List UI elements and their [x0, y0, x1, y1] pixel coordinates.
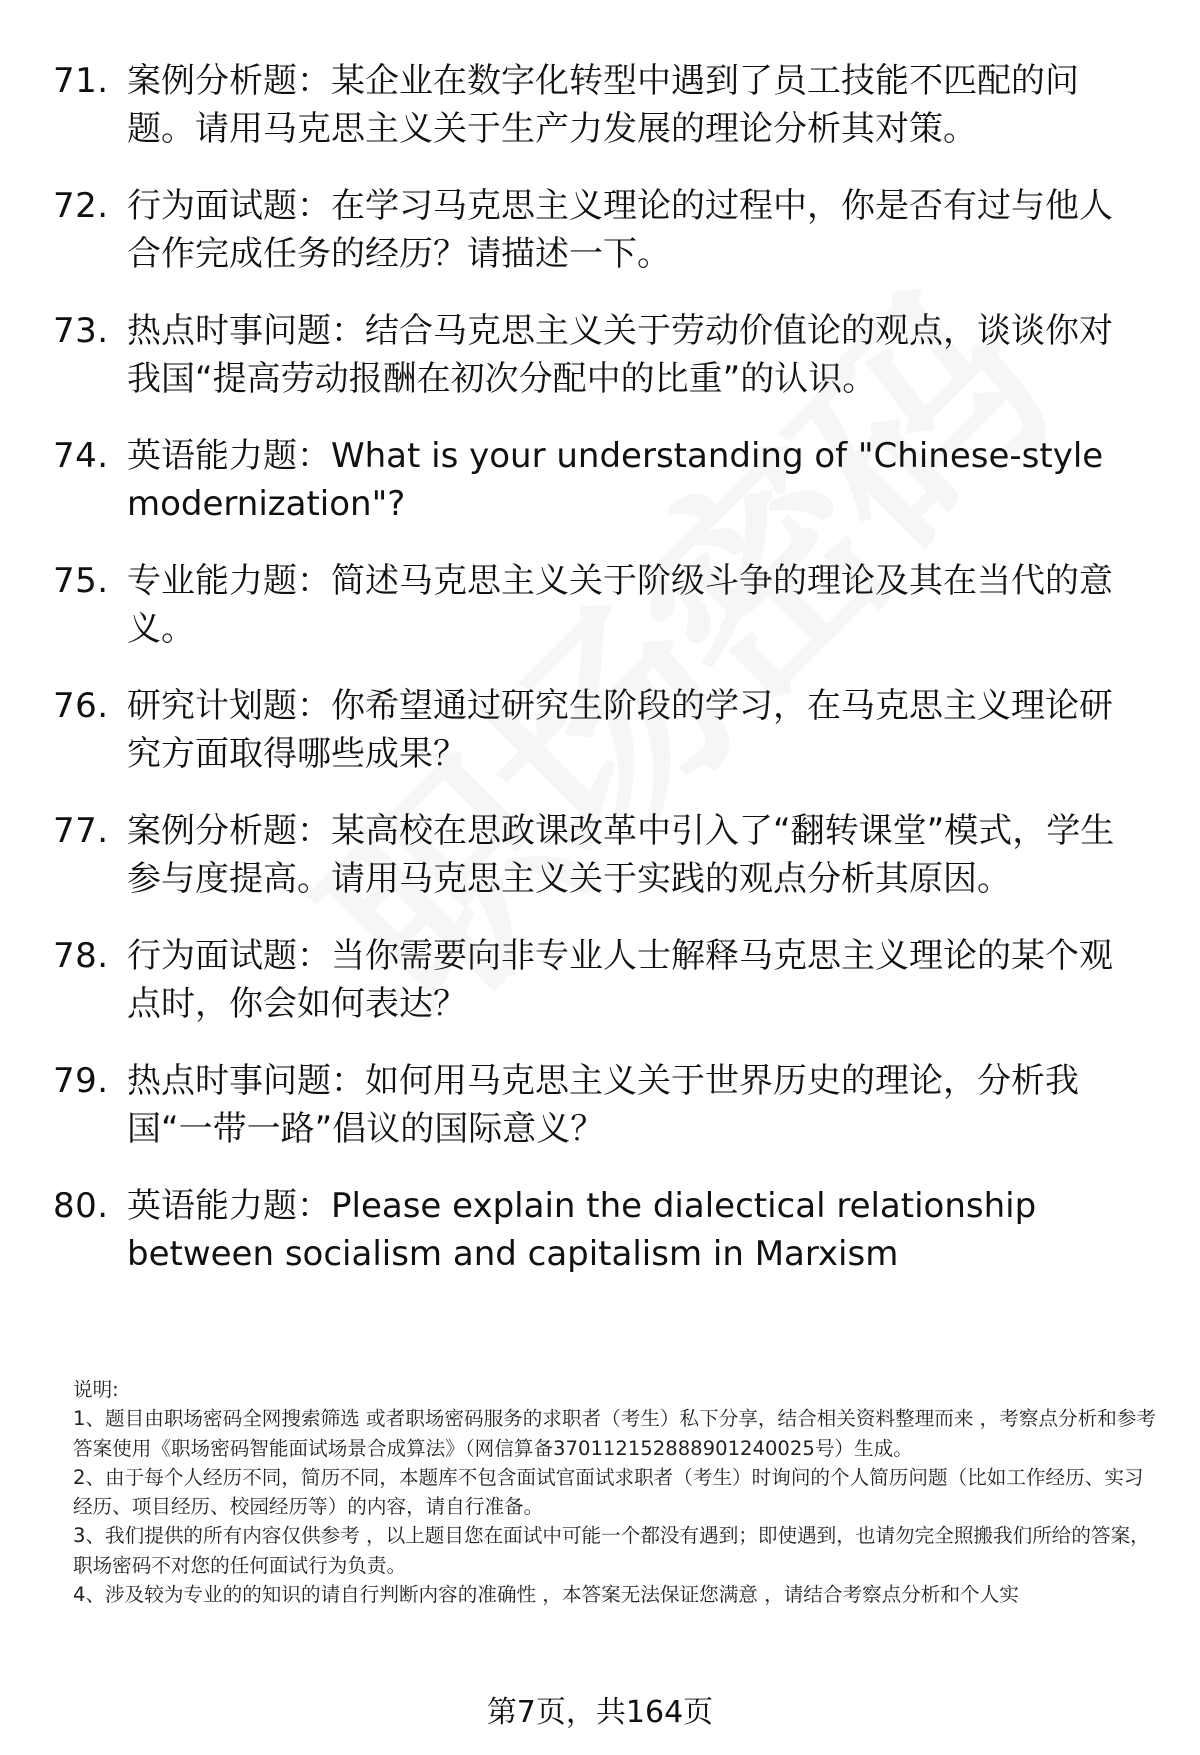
question-text: 行为面试题：在学习马克思主义理论的过程中，你是否有过与他人合作完成任务的经历？请描述一下。 [127, 186, 1113, 274]
page-footer: 第7页，共164页 [486, 1695, 714, 1730]
question-number: 77. [53, 811, 109, 851]
question-number: 74. [53, 436, 109, 476]
notes-heading: 说明: [73, 1378, 119, 1401]
question-item [53, 57, 1153, 182]
note-item: 1、题目由职场密码全网搜索筛选 或者职场密码服务的求职者（考生）私下分享，结合相关资料整理而来 ，考察点分析和参考答案使用《职场密码智能面试场景合成算法》（网信算备370112152888901240025号）生成。 [73, 1407, 1156, 1460]
notes-section [73, 1375, 1158, 1609]
question-text: 热点时事问题：如何用马克思主义关于世界历史的理论，分析我国“一带一路”倡议的国际意义？ [127, 1061, 1079, 1149]
question-text: 行为面试题：当你需要向非专业人士解释马克思主义理论的某个观点时，你会如何表达？ [127, 936, 1113, 1024]
question-number: 76. [53, 686, 109, 726]
question-item [53, 807, 1153, 932]
note-item: 3、我们提供的所有内容仅供参考 ，以上题目您在面试中可能一个都没有遇到；即使遇到，也请勿完全照搬我们所给的答案，职场密码不对您的任何面试行为负责。 [73, 1524, 1150, 1577]
question-text: 案例分析题：某企业在数字化转型中遇到了员工技能不匹配的问题。请用马克思主义关于生产力发展的理论分析其对策。 [127, 61, 1079, 149]
question-text: 案例分析题：某高校在思政课改革中引入了“翻转课堂”模式，学生参与度提高。请用马克思主义关于实践的观点分析其原因。 [127, 811, 1115, 899]
note-item: 2、由于每个人经历不同，简历不同，本题库不包含面试官面试求职者（考生）时询问的个人简历问题（比如工作经历、实习经历、项目经历、校园经历等）的内容，请自行准备。 [73, 1465, 1144, 1519]
note-item: 4、涉及较为专业的的知识的请自行判断内容的准确性 ，本答案无法保证您满意 ，请结合考察点分析和个人实 [73, 1583, 1019, 1607]
question-number: 79. [53, 1061, 109, 1101]
question-item [53, 557, 1153, 682]
question-number: 73. [53, 311, 109, 351]
question-text: 英语能力题：Please explain the dialectical relationship between socialism and capitalism in Marxism [127, 1186, 1037, 1274]
question-item [53, 1182, 1153, 1307]
question-number: 72. [53, 186, 109, 226]
question-item [53, 1057, 1153, 1182]
question-text: 热点时事问题：结合马克思主义关于劳动价值论的观点，谈谈你对我国“提高劳动报酬在初次分配中的比重”的认识。 [127, 311, 1113, 399]
question-item [53, 682, 1153, 807]
question-item [53, 432, 1153, 557]
question-item [53, 182, 1153, 307]
question-text: 研究计划题：你希望通过研究生阶段的学习，在马克思主义理论研究方面取得哪些成果？ [127, 686, 1113, 774]
question-text: 专业能力题：简述马克思主义关于阶级斗争的理论及其在当代的意义。 [127, 561, 1113, 649]
question-item [53, 307, 1153, 432]
question-text: 英语能力题：What is your understanding of "Chinese-style modernization"? [127, 436, 1104, 524]
question-number: 78. [53, 936, 109, 976]
question-number: 75. [53, 561, 109, 601]
question-list [53, 57, 1153, 1307]
question-number: 71. [53, 61, 109, 101]
question-number: 80. [53, 1186, 109, 1226]
question-item [53, 932, 1153, 1057]
